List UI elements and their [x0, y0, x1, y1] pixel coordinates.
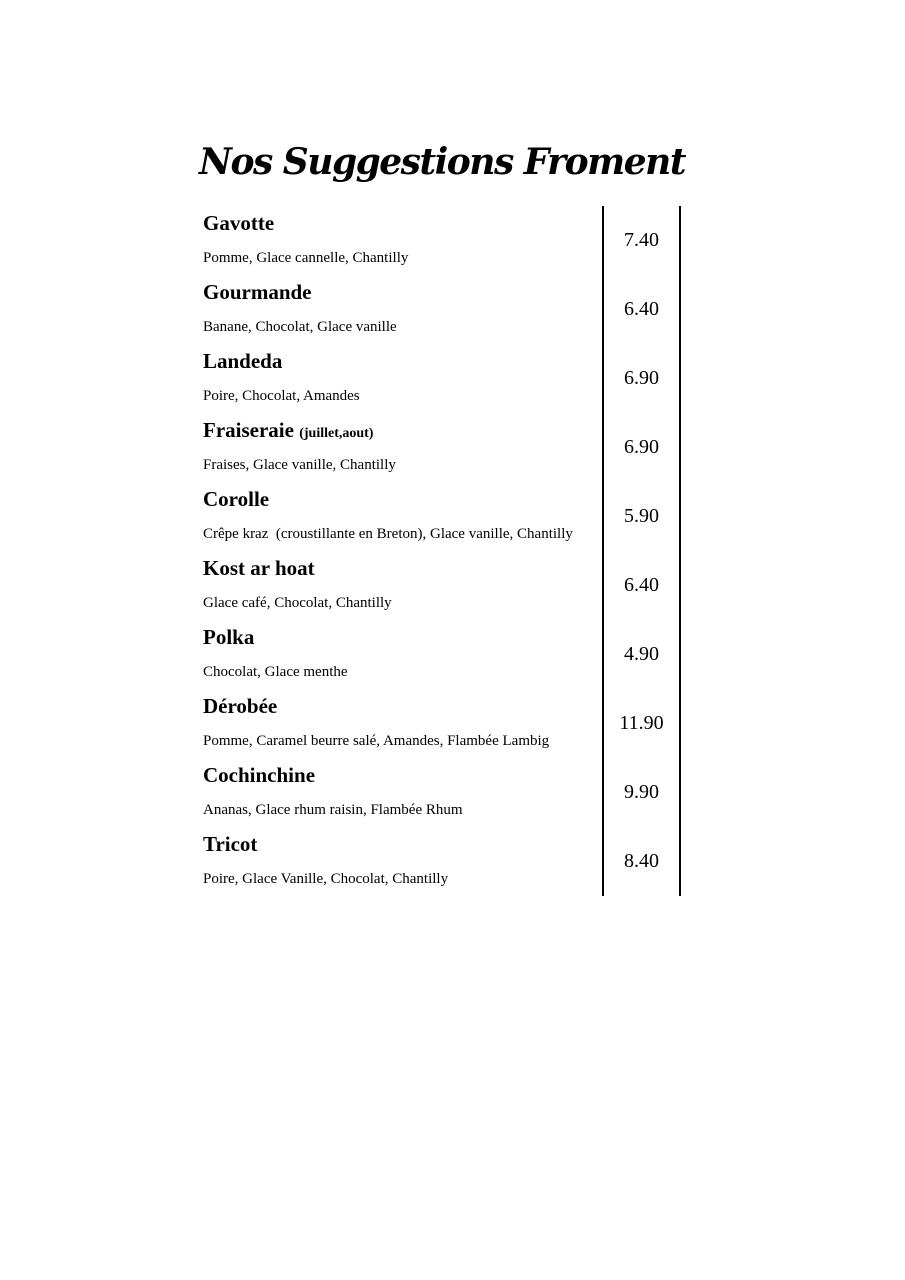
- item-price: 11.90: [619, 712, 664, 734]
- menu-item-cochinchine: [203, 758, 681, 827]
- item-description: Glace café, Chocolat, Chantilly: [203, 595, 392, 611]
- item-name: Kost ar hoat: [203, 556, 315, 580]
- item-name: Landeda: [203, 349, 283, 373]
- item-name: Fraiseraie (juillet,aout): [203, 418, 374, 442]
- item-price: 5.90: [624, 505, 659, 527]
- menu-item-gavotte: [203, 206, 681, 275]
- menu-item-tricot: [203, 827, 681, 896]
- item-price: 6.90: [624, 436, 659, 458]
- menu-item-derobee: [203, 689, 681, 758]
- item-name: Polka: [203, 625, 255, 649]
- item-description: Pomme, Caramel beurre salé, Amandes, Flambée Lambig: [203, 733, 550, 749]
- menu-table: [203, 206, 681, 896]
- item-description: Ananas, Glace rhum raisin, Flambée Rhum: [203, 802, 463, 818]
- page-title: Nos Suggestions Froment: [199, 141, 685, 183]
- item-description: Poire, Chocolat, Amandes: [203, 388, 360, 404]
- item-name: Gourmande: [203, 280, 312, 304]
- item-description: Banane, Chocolat, Glace vanille: [203, 319, 397, 335]
- item-price: 4.90: [624, 643, 659, 665]
- item-price: 7.40: [624, 229, 659, 251]
- menu-item-landeda: [203, 344, 681, 413]
- item-description: Pomme, Glace cannelle, Chantilly: [203, 250, 409, 266]
- item-description: Chocolat, Glace menthe: [203, 664, 348, 680]
- item-price: 8.40: [624, 850, 659, 872]
- item-name: Dérobée: [203, 694, 278, 718]
- item-name: Gavotte: [203, 211, 275, 235]
- item-price: 6.40: [624, 574, 659, 596]
- item-description: Crêpe kraz (croustillante en Breton), Glace vanille, Chantilly: [203, 526, 573, 542]
- item-name: Tricot: [203, 832, 258, 856]
- item-price: 6.40: [624, 298, 659, 320]
- item-description: Poire, Glace Vanille, Chocolat, Chantilly: [203, 871, 449, 887]
- menu-item-corolle: [203, 482, 681, 551]
- menu-item-gourmande: [203, 275, 681, 344]
- menu-item-polka: [203, 620, 681, 689]
- item-name: Corolle: [203, 487, 270, 511]
- item-name: Cochinchine: [203, 763, 316, 787]
- item-price: 6.90: [624, 367, 659, 389]
- item-season-note: (juillet,aout): [299, 426, 374, 441]
- menu-item-kost-ar-hoat: [203, 551, 681, 620]
- item-price: 9.90: [624, 781, 659, 803]
- item-description: Fraises, Glace vanille, Chantilly: [203, 457, 396, 473]
- menu-item-fraiseraie: [203, 413, 681, 482]
